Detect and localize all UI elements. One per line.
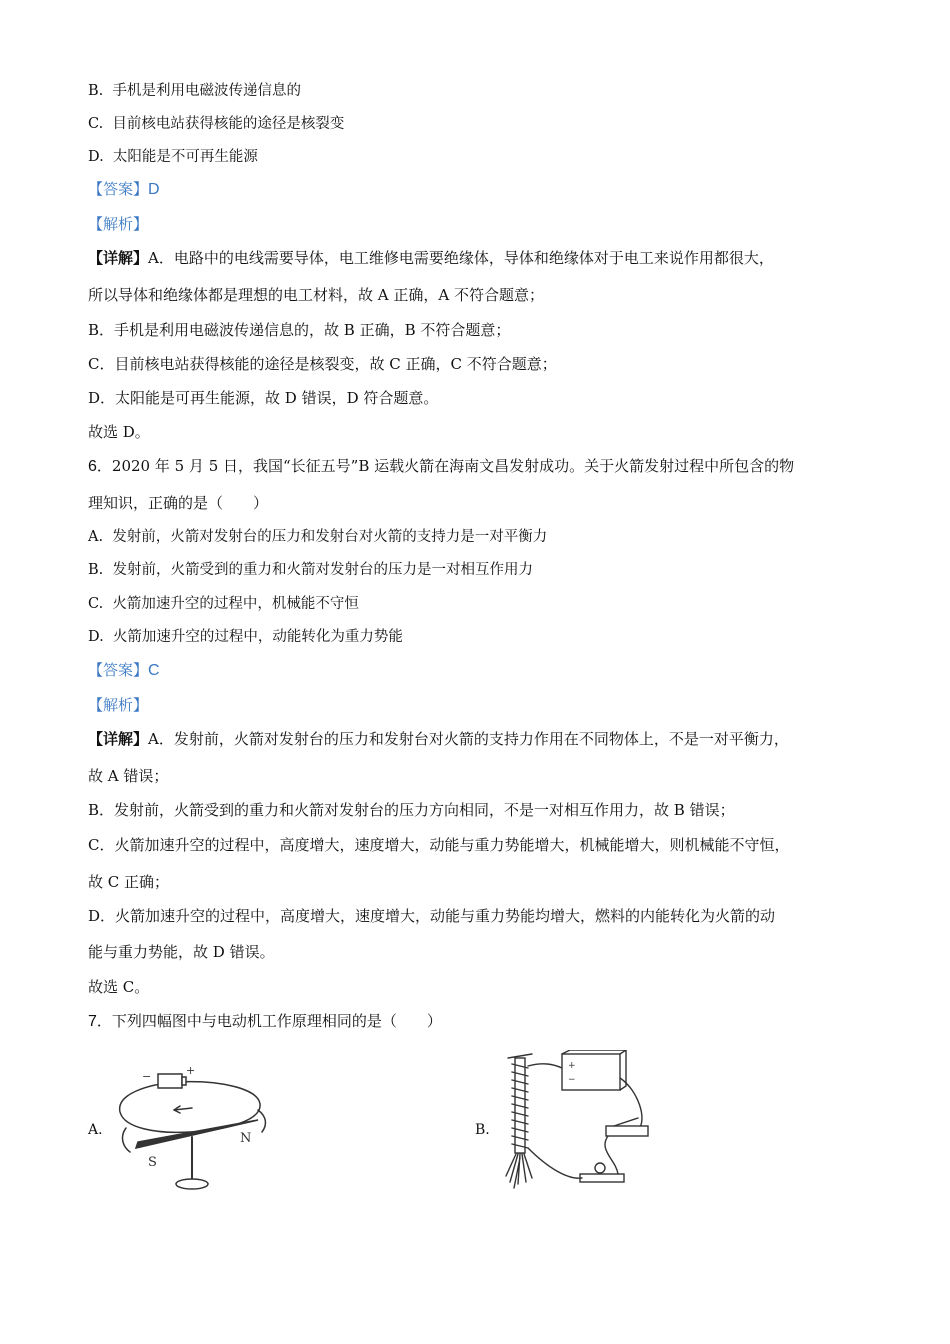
bulb-icon <box>595 1163 605 1173</box>
q6-detail-5: 故 C 正确； <box>88 873 170 891</box>
q6-conclusion: 故选 C。 <box>88 978 150 996</box>
electromagnet-figure <box>498 1050 658 1195</box>
question-number: 6 <box>88 458 97 475</box>
bulb-holder-icon <box>580 1174 624 1182</box>
q6-detail-7: 能与重力势能，故 D 错误。 <box>88 943 275 961</box>
battery-plus-label: + <box>186 1064 196 1077</box>
switch-icon <box>606 1126 648 1136</box>
iron-pins <box>506 1154 532 1188</box>
q7-option-a-label: A. <box>88 1122 103 1138</box>
pole-n-label: N <box>240 1131 252 1146</box>
battery-minus-label: − <box>142 1070 152 1083</box>
question-stem: ．2020 年 5 月 5 日，我国“长征五号”B 运载火箭在海南文昌发射成功。关于火箭发射过程中所包含的物 <box>96 457 795 475</box>
q6-detail-6: D．火箭加速升空的过程中，高度增大，速度增大，动能与重力势能均增大，燃料的内能转化为火箭的动 <box>88 907 776 925</box>
q7-stem <box>88 1011 442 1032</box>
q6-detail-1 <box>88 729 789 749</box>
q5-analysis-tag: 【解析】 <box>88 215 149 233</box>
q5-option-b: B. 手机是利用电磁波传递信息的 <box>88 83 301 99</box>
detail-tag: 【详解】 <box>88 730 149 748</box>
wire <box>528 1148 582 1178</box>
q5-detail-5: D．太阳能是可再生能源，故 D 错误，D 符合题意。 <box>88 389 439 407</box>
detail-text: A．电路中的电线需要导体，电工维修电需要绝缘体，导体和绝缘体对于电工来说作用都很大， <box>148 249 774 267</box>
detail-tag: 【详解】 <box>88 249 149 267</box>
compass-coil-figure <box>108 1062 278 1197</box>
q5-detail-2: 所以导体和绝缘体都是理想的电工材料，故 A 正确，A 不符合题意； <box>88 286 544 304</box>
q7-option-b-label: B. <box>475 1122 490 1138</box>
detail-text: A．发射前，火箭对发射台的压力和发射台对火箭的支持力作用在不同物体上，不是一对平衡力， <box>148 730 789 748</box>
answer-tag: 【答案】 <box>88 180 149 198</box>
battery-minus-label: − <box>568 1075 576 1085</box>
q6-stem-1 <box>88 456 794 477</box>
question-number: 7 <box>88 1013 97 1030</box>
q5-conclusion: 故选 D。 <box>88 423 150 441</box>
q6-detail-3: B．发射前，火箭受到的重力和火箭对发射台的压力方向相同，不是一对相互作用力，故 B 错误； <box>88 801 735 819</box>
q5-detail-1 <box>88 248 774 268</box>
rotation-arrow-icon <box>123 1128 130 1152</box>
compass-base <box>176 1179 208 1189</box>
answer-value: C <box>148 662 160 679</box>
wire <box>528 1064 562 1068</box>
answer-tag: 【答案】 <box>88 661 149 679</box>
q5-detail-4: C．目前核电站获得核能的途径是核裂变，故 C 正确，C 不符合题意； <box>88 355 557 373</box>
q6-stem-2: 理知识，正确的是（ ） <box>88 494 269 512</box>
q5-option-d: D. 太阳能是不可再生能源 <box>88 149 258 165</box>
q6-analysis-tag: 【解析】 <box>88 696 149 714</box>
question-stem: ．下列四幅图中与电动机工作原理相同的是（ ） <box>96 1012 442 1030</box>
wire <box>605 1136 618 1174</box>
battery-plus-label: + <box>568 1061 576 1071</box>
q6-detail-2: 故 A 错误； <box>88 767 169 785</box>
q6-option-c: C. 火箭加速升空的过程中，机械能不守恒 <box>88 596 359 612</box>
q5-option-c: C. 目前核电站获得核能的途径是核裂变 <box>88 116 345 132</box>
q6-option-d: D. 火箭加速升空的过程中，动能转化为重力势能 <box>88 629 403 645</box>
q5-answer-line <box>88 179 160 200</box>
pole-s-label: S <box>148 1155 157 1170</box>
q6-detail-4: C．火箭加速升空的过程中，高度增大，速度增大，动能与重力势能增大，机械能增大，则机械能不守恒， <box>88 836 790 854</box>
q6-option-b: B. 发射前，火箭受到的重力和火箭对发射台的压力是一对相互作用力 <box>88 562 533 578</box>
q6-option-a: A. 发射前，火箭对发射台的压力和发射台对火箭的支持力是一对平衡力 <box>88 529 548 545</box>
answer-value: D <box>148 181 160 198</box>
battery-icon <box>158 1074 182 1088</box>
q6-answer-line <box>88 660 160 681</box>
q5-detail-3: B．手机是利用电磁波传递信息的，故 B 正确，B 不符合题意； <box>88 321 511 339</box>
